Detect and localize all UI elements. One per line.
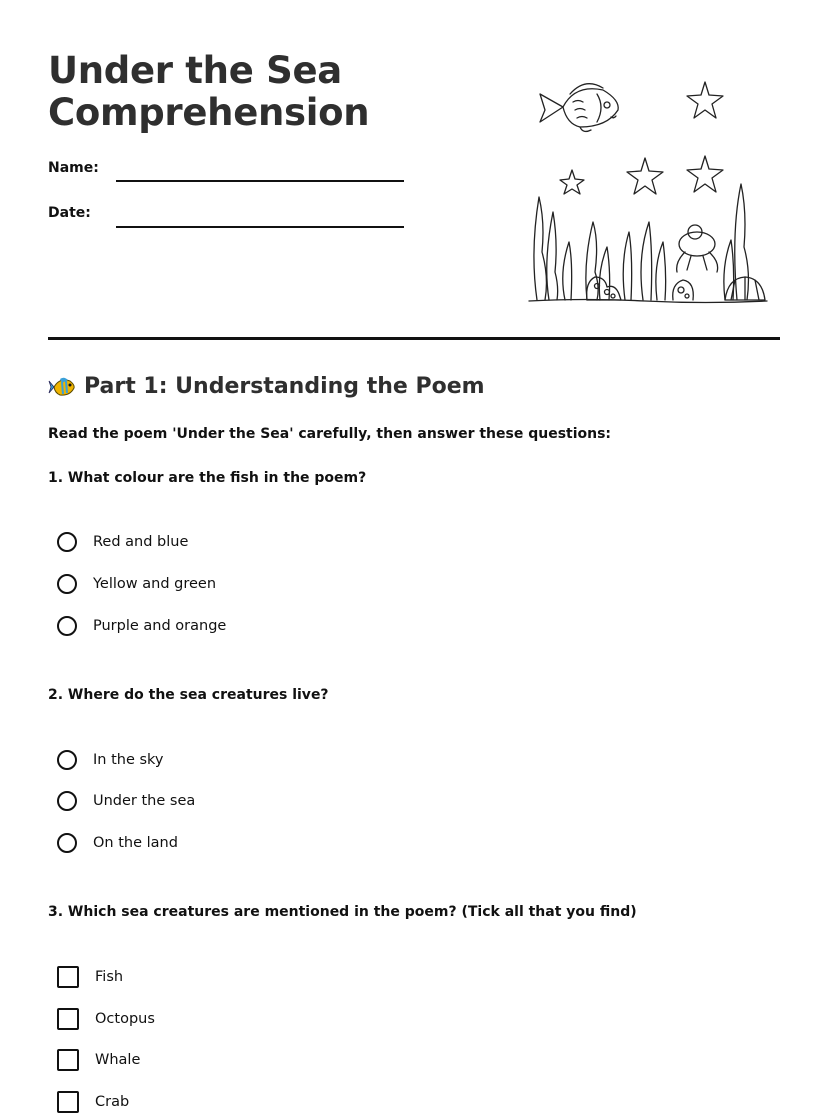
fish-icon: [540, 84, 618, 132]
question-3-option-2[interactable]: [57, 1008, 155, 1030]
radio-button[interactable]: [57, 791, 77, 811]
radio-button[interactable]: [57, 532, 77, 552]
tropical-fish-icon: [48, 375, 76, 399]
option-label: Whale: [95, 1052, 141, 1068]
option-label: Yellow and green: [93, 576, 217, 592]
name-label: Name:: [48, 160, 99, 176]
option-label: Fish: [95, 969, 124, 985]
part-1-heading: [48, 374, 485, 399]
radio-button[interactable]: [57, 616, 77, 636]
seaweed-icon: [534, 184, 749, 300]
worksheet-title: [48, 50, 369, 134]
option-label: Octopus: [95, 1011, 155, 1027]
instructions: Read the poem 'Under the Sea' carefully, then answer these questions:: [48, 426, 612, 442]
option-label: Red and blue: [93, 534, 189, 550]
starfish-icon: [560, 170, 584, 194]
question-2-option-1[interactable]: [57, 750, 164, 770]
turtle-icon: [677, 225, 718, 272]
option-label: On the land: [93, 835, 178, 851]
question-3-option-4[interactable]: [57, 1091, 129, 1113]
option-label: Purple and orange: [93, 618, 227, 634]
part-1-title: Part 1: Understanding the Poem: [84, 374, 485, 399]
question-1-option-2[interactable]: [57, 574, 216, 594]
question-3: 3. Which sea creatures are mentioned in the poem? (Tick all that you find): [48, 904, 637, 920]
starfish-icon: [687, 82, 723, 118]
option-label: Crab: [95, 1094, 130, 1110]
checkbox[interactable]: [57, 1049, 79, 1071]
radio-button[interactable]: [57, 574, 77, 594]
title-line-1: Under the Sea: [48, 49, 342, 92]
question-1: 1. What colour are the fish in the poem?: [48, 470, 367, 486]
radio-button[interactable]: [57, 750, 77, 770]
option-label: Under the sea: [93, 793, 196, 809]
section-divider: [48, 337, 780, 340]
question-3-option-1[interactable]: [57, 966, 123, 988]
question-1-option-1[interactable]: [57, 532, 188, 552]
starfish-icon: [627, 158, 663, 194]
title-line-2: Comprehension: [48, 91, 370, 134]
question-2-option-2[interactable]: [57, 791, 195, 811]
name-field[interactable]: [116, 180, 404, 182]
question-1-option-3[interactable]: [57, 616, 226, 636]
starfish-icon: [687, 156, 723, 192]
radio-button[interactable]: [57, 833, 77, 853]
checkbox[interactable]: [57, 966, 79, 988]
date-label: Date:: [48, 205, 91, 221]
question-2: 2. Where do the sea creatures live?: [48, 687, 329, 703]
question-3-option-3[interactable]: [57, 1049, 140, 1071]
checkbox[interactable]: [57, 1008, 79, 1030]
shell-icon: [725, 277, 765, 300]
coral-icon: [587, 277, 694, 300]
sea-illustration: [525, 72, 770, 307]
date-field[interactable]: [116, 226, 404, 228]
checkbox[interactable]: [57, 1091, 79, 1113]
option-label: In the sky: [93, 752, 164, 768]
question-2-option-3[interactable]: [57, 833, 178, 853]
